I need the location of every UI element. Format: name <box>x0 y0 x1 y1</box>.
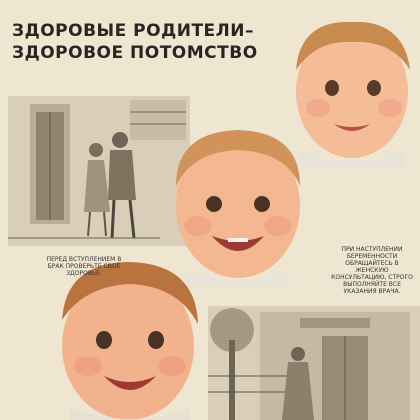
poster-title <box>12 20 258 64</box>
title-line-1: ЗДОРОВЫЕ РОДИТЕЛИ– <box>12 21 255 41</box>
caption-pregnancy-consultation: ПРИ НАСТУПЛЕНИИ БЕРЕМЕННОСТИ ОБРАЩАЙТЕСЬ В ЖЕНСКУЮ КОНСУЛЬТАЦИЮ, СТРОГО ВЫПОЛНЯЙТЕ ВСЕ УКАЗАНИЯ ВРАЧА. <box>331 246 413 295</box>
caption-premarital-health: ПЕРЕД ВСТУПЛЕНИЕМ В БРАК ПРОВЕРЬТЕ СВОЁ ЗДОРОВЬЕ. <box>46 256 122 277</box>
baby-face-bottom <box>62 262 198 420</box>
title-line-2: ЗДОРОВОЕ ПОТОМСТВО <box>12 43 258 63</box>
baby-face-center <box>176 130 300 286</box>
couple-doorway-sketch <box>8 96 190 246</box>
clinic-sketch <box>208 306 420 420</box>
baby-face-top <box>296 22 410 170</box>
